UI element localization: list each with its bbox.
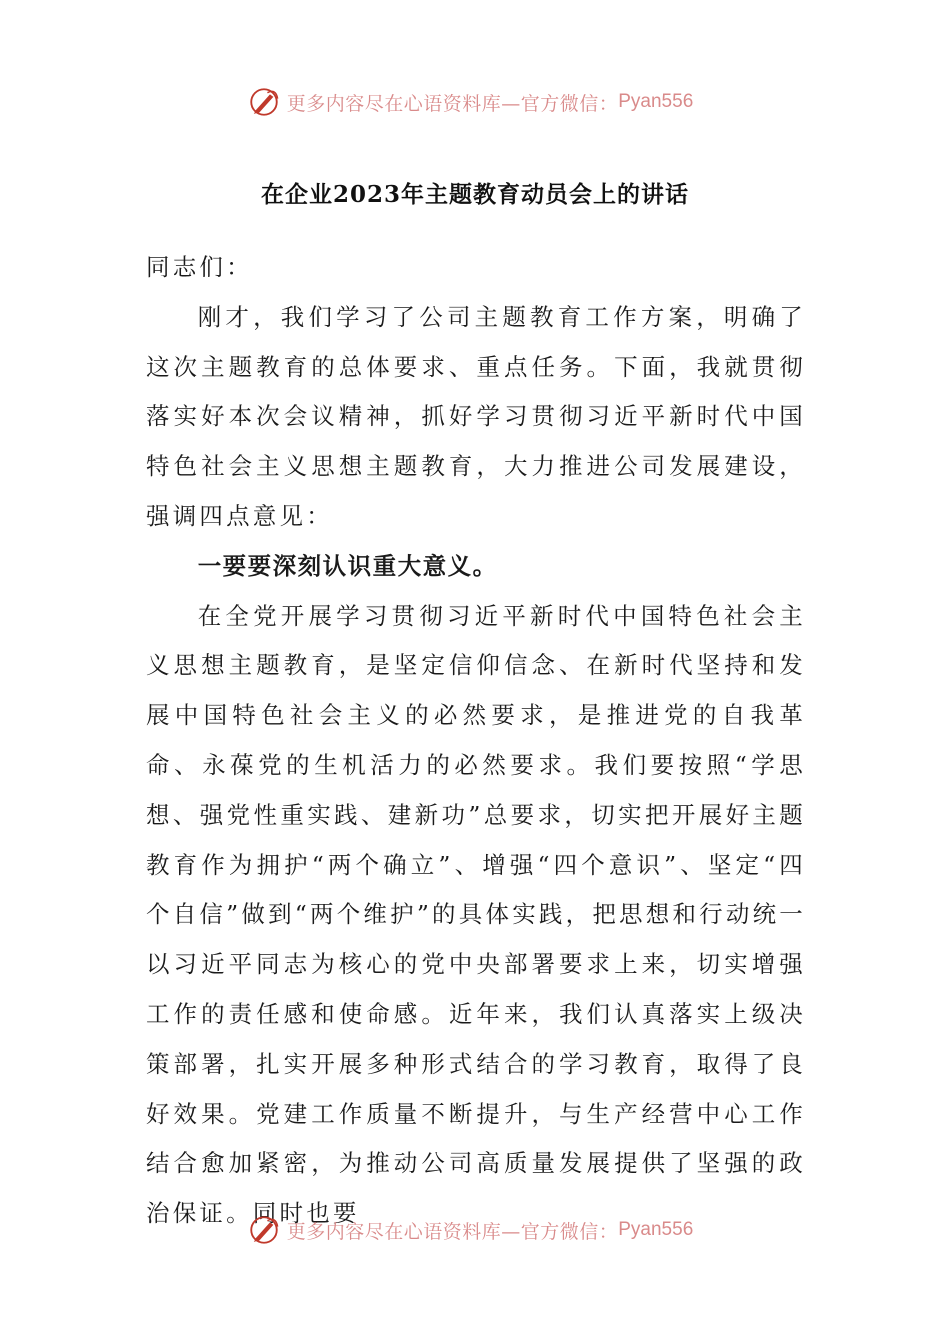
watermark-text: 更多内容尽在心语资料库—官方微信： (286, 92, 619, 115)
watermark-footer (0, 1210, 950, 1250)
document-title: 在企业2023年主题教育动员会上的讲话 (260, 181, 689, 208)
watermark-header (0, 82, 950, 122)
section-heading-1: 一要要深刻认识重大意义。 (197, 551, 498, 580)
section-paragraph-1: 在全党开展学习贯彻习近平新时代中国特色社会主义思想主题教育，是坚定信仰信念、在新时代坚持和发展中国特色社会主义的必然要求，是推进党的自我革命、永葆党的生机活力的必然要求。我们要按照“学思想、强党性重实践、建新功”总要求，切实把开展好主题教育作为拥护“两个确立”、增强“四个意识”、坚定“四个自信”做到“两个维护”的具体实践，把思想和行动统一以习近平同志为核心的党中央部署要求上来，切实增强工作的责任感和使命感。近年来，我们认真落实上级决策部署，扎实开展多种形式结合的学习教育，取得了良好效果。党建工作质量不断提升，与生产经营中心工作结合愈加紧密，为推动公司高质量发展提供了坚强的政治保证。同时也要 (146, 601, 806, 1228)
salutation: 同志们： (146, 253, 253, 281)
pen-logo-icon (247, 1213, 281, 1247)
document-body (146, 243, 806, 1239)
pen-logo-icon (247, 85, 281, 119)
intro-paragraph: 刚才，我们学习了公司主题教育工作方案，明确了这次主题教育的总体要求、重点任务。下面，我就贯彻落实好本次会议精神，抓好学习贯彻习近平新时代中国特色社会主义思想主题教育，大力推进公司发展建设，强调四点意见： (146, 302, 806, 530)
watermark-wechat-id: Pyan556 (618, 1219, 694, 1240)
watermark-text: 更多内容尽在心语资料库—官方微信： (286, 1220, 619, 1243)
watermark-wechat-id: Pyan556 (618, 91, 694, 112)
